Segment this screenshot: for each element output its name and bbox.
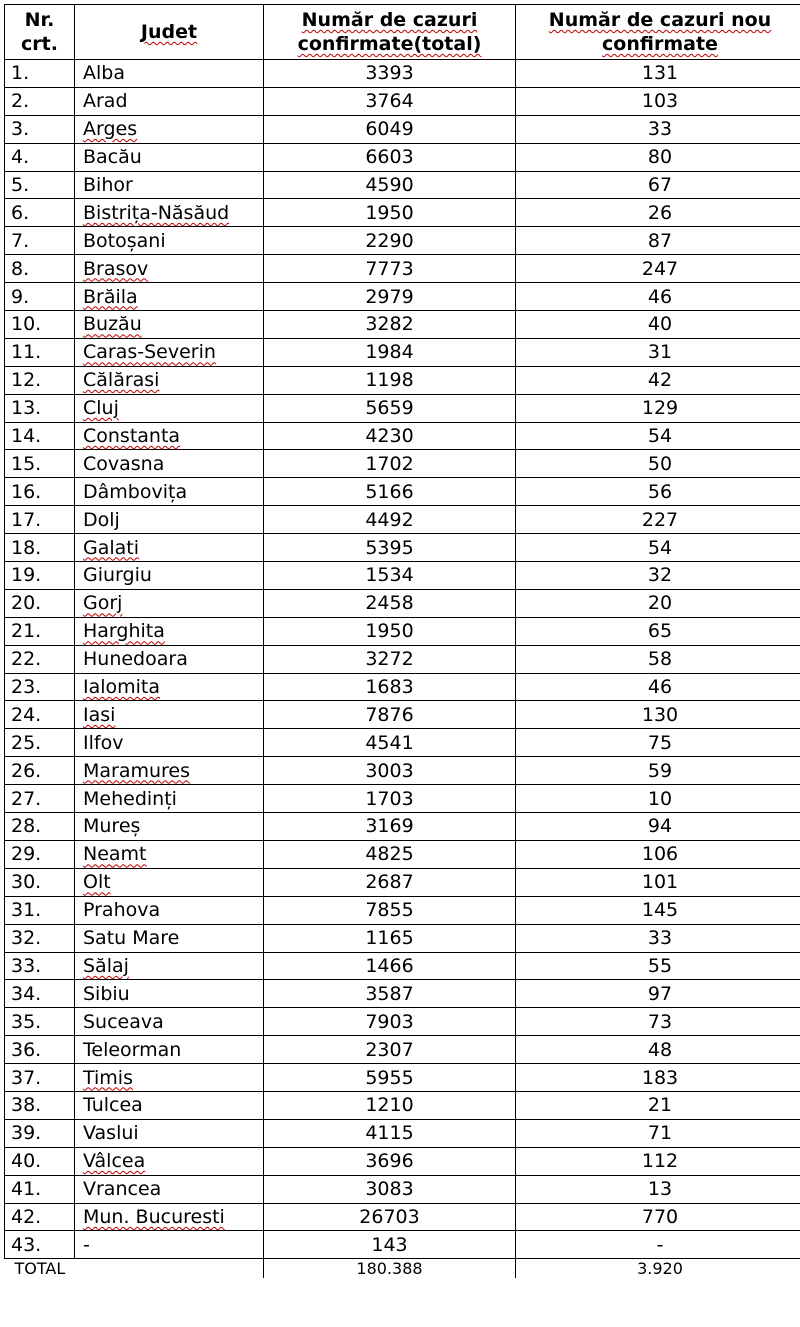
row-number: 25. [5, 729, 75, 757]
total-confirmed: 1950 [264, 617, 516, 645]
new-confirmed: 770 [516, 1203, 800, 1231]
county-name: Vaslui [75, 1119, 264, 1147]
total-confirmed: 7876 [264, 701, 516, 729]
county-name-text: Harghita [83, 620, 165, 643]
county-name: Arad [75, 87, 264, 115]
county-name: Satu Mare [75, 924, 264, 952]
row-number: 4. [5, 143, 75, 171]
row-number: 11. [5, 338, 75, 366]
row-number: 3. [5, 115, 75, 143]
county-name [75, 868, 264, 896]
row-number: 8. [5, 255, 75, 283]
new-confirmed: 32 [516, 562, 800, 590]
county-name [75, 1203, 264, 1231]
row-number: 12. [5, 366, 75, 394]
new-confirmed: 97 [516, 980, 800, 1008]
table-row [5, 701, 800, 729]
county-name [75, 1064, 264, 1092]
row-number: 33. [5, 952, 75, 980]
county-name-text: Olt [83, 871, 111, 894]
new-confirmed: 101 [516, 868, 800, 896]
new-confirmed: 40 [516, 311, 800, 339]
new-confirmed: 33 [516, 924, 800, 952]
new-confirmed: 55 [516, 952, 800, 980]
table-row [5, 1091, 800, 1119]
total-confirmed: 2687 [264, 868, 516, 896]
county-name-text: Buzău [83, 313, 142, 336]
row-number: 40. [5, 1147, 75, 1175]
county-name: - [75, 1231, 264, 1259]
row-number: 28. [5, 813, 75, 841]
row-number: 27. [5, 785, 75, 813]
table-row [5, 255, 800, 283]
county-name-text: Neamt [83, 843, 147, 866]
total-confirmed: 3169 [264, 813, 516, 841]
row-number: 29. [5, 840, 75, 868]
header-new-label: Număr de cazuri nou confirmate [548, 9, 772, 55]
county-name-text: Timis [83, 1066, 133, 1089]
county-name-text: Sălaj [83, 954, 129, 977]
table-footer [5, 1259, 800, 1279]
new-confirmed: 31 [516, 338, 800, 366]
row-number: 1. [5, 60, 75, 88]
row-number: 9. [5, 283, 75, 311]
row-number: 14. [5, 422, 75, 450]
county-name-text: Gorj [83, 592, 123, 615]
table-row [5, 868, 800, 896]
table-row [5, 813, 800, 841]
table-header [5, 5, 800, 60]
table-row [5, 1175, 800, 1203]
table-row [5, 366, 800, 394]
table-row [5, 1203, 800, 1231]
table-row [5, 338, 800, 366]
new-confirmed: 71 [516, 1119, 800, 1147]
total-confirmed: 1198 [264, 366, 516, 394]
total-confirmed: 1534 [264, 562, 516, 590]
total-confirmed: 4541 [264, 729, 516, 757]
table-row [5, 283, 800, 311]
new-confirmed: 48 [516, 1036, 800, 1064]
total-confirmed: 3696 [264, 1147, 516, 1175]
row-number: 21. [5, 617, 75, 645]
county-name [75, 422, 264, 450]
row-number: 7. [5, 227, 75, 255]
new-confirmed: 33 [516, 115, 800, 143]
county-name-text: Brasov [83, 257, 149, 280]
table-row [5, 1064, 800, 1092]
total-confirmed: 143 [264, 1231, 516, 1259]
table-row [5, 87, 800, 115]
new-confirmed: 65 [516, 617, 800, 645]
header-new-confirmed [516, 5, 800, 60]
new-confirmed: 131 [516, 60, 800, 88]
row-number: 2. [5, 87, 75, 115]
county-name [75, 701, 264, 729]
table-row [5, 617, 800, 645]
new-confirmed: 58 [516, 645, 800, 673]
new-confirmed: 67 [516, 171, 800, 199]
county-name [75, 840, 264, 868]
county-name: Mehedinți [75, 785, 264, 813]
new-confirmed: 56 [516, 478, 800, 506]
total-confirmed: 1683 [264, 673, 516, 701]
new-confirmed: 20 [516, 589, 800, 617]
table-row [5, 422, 800, 450]
table-row [5, 673, 800, 701]
row-number: 36. [5, 1036, 75, 1064]
county-name: Teleorman [75, 1036, 264, 1064]
county-name [75, 283, 264, 311]
county-name: Bihor [75, 171, 264, 199]
total-confirmed: 1165 [264, 924, 516, 952]
row-number: 30. [5, 868, 75, 896]
county-name: Dolj [75, 506, 264, 534]
row-number: 15. [5, 450, 75, 478]
table-row [5, 1147, 800, 1175]
table-row [5, 1119, 800, 1147]
total-confirmed: 5166 [264, 478, 516, 506]
row-number: 13. [5, 394, 75, 422]
new-confirmed: 10 [516, 785, 800, 813]
new-confirmed: 59 [516, 757, 800, 785]
total-confirmed: 7903 [264, 1008, 516, 1036]
county-name: Dâmbovița [75, 478, 264, 506]
total-confirmed: 1210 [264, 1091, 516, 1119]
county-name: Botoșani [75, 227, 264, 255]
new-confirmed: 183 [516, 1064, 800, 1092]
county-name [75, 366, 264, 394]
new-confirmed: 42 [516, 366, 800, 394]
new-confirmed: 46 [516, 673, 800, 701]
row-number: 43. [5, 1231, 75, 1259]
table-row [5, 534, 800, 562]
county-name [75, 255, 264, 283]
table-row [5, 478, 800, 506]
county-name [75, 394, 264, 422]
new-confirmed: 129 [516, 394, 800, 422]
county-name [75, 338, 264, 366]
total-confirmed: 2290 [264, 227, 516, 255]
county-name [75, 311, 264, 339]
total-confirmed: 1702 [264, 450, 516, 478]
new-confirmed: 21 [516, 1091, 800, 1119]
total-confirmed: 3003 [264, 757, 516, 785]
total-confirmed: 4115 [264, 1119, 516, 1147]
row-number: 22. [5, 645, 75, 673]
table-row [5, 171, 800, 199]
covid-cases-table [4, 4, 800, 1278]
new-confirmed: 103 [516, 87, 800, 115]
total-confirmed: 6049 [264, 115, 516, 143]
total-confirmed: 5659 [264, 394, 516, 422]
total-confirmed: 3272 [264, 645, 516, 673]
total-new-value: 3.920 [516, 1259, 800, 1279]
row-number: 31. [5, 896, 75, 924]
county-name: Ilfov [75, 729, 264, 757]
table-row [5, 311, 800, 339]
new-confirmed: 247 [516, 255, 800, 283]
new-confirmed: 130 [516, 701, 800, 729]
table-row [5, 952, 800, 980]
row-number: 41. [5, 1175, 75, 1203]
new-confirmed: 13 [516, 1175, 800, 1203]
table-row [5, 394, 800, 422]
total-confirmed: 7773 [264, 255, 516, 283]
row-number: 39. [5, 1119, 75, 1147]
row-number: 20. [5, 589, 75, 617]
total-confirmed: 6603 [264, 143, 516, 171]
new-confirmed: 80 [516, 143, 800, 171]
row-number: 37. [5, 1064, 75, 1092]
new-confirmed: 112 [516, 1147, 800, 1175]
total-confirmed-value: 180.388 [264, 1259, 516, 1279]
county-name [75, 199, 264, 227]
table-row [5, 645, 800, 673]
county-name [75, 1147, 264, 1175]
county-name: Alba [75, 60, 264, 88]
total-row [5, 1259, 800, 1279]
county-name [75, 589, 264, 617]
table-row [5, 840, 800, 868]
county-name: Covasna [75, 450, 264, 478]
county-name [75, 115, 264, 143]
new-confirmed: 106 [516, 840, 800, 868]
row-number: 23. [5, 673, 75, 701]
new-confirmed: 50 [516, 450, 800, 478]
total-confirmed: 2307 [264, 1036, 516, 1064]
table-row [5, 227, 800, 255]
table-row [5, 1231, 800, 1259]
county-name-text: Galati [83, 536, 140, 559]
table-row [5, 924, 800, 952]
county-name: Tulcea [75, 1091, 264, 1119]
header-nr-crt: Nr. crt. [5, 5, 75, 60]
total-confirmed: 4590 [264, 171, 516, 199]
header-county-label: Judet [140, 21, 198, 43]
total-confirmed: 2458 [264, 589, 516, 617]
table-row [5, 115, 800, 143]
header-total-confirmed [264, 5, 516, 60]
county-name [75, 952, 264, 980]
table-row [5, 60, 800, 88]
total-confirmed: 4825 [264, 840, 516, 868]
county-name: Suceava [75, 1008, 264, 1036]
new-confirmed: 145 [516, 896, 800, 924]
table-row [5, 450, 800, 478]
row-number: 32. [5, 924, 75, 952]
county-name: Mureș [75, 813, 264, 841]
total-confirmed: 5955 [264, 1064, 516, 1092]
row-number: 5. [5, 171, 75, 199]
total-confirmed: 3282 [264, 311, 516, 339]
row-number: 18. [5, 534, 75, 562]
county-name: Hunedoara [75, 645, 264, 673]
new-confirmed: - [516, 1231, 800, 1259]
table-row [5, 1008, 800, 1036]
total-confirmed: 3587 [264, 980, 516, 1008]
row-number: 38. [5, 1091, 75, 1119]
new-confirmed: 54 [516, 422, 800, 450]
county-name: Vrancea [75, 1175, 264, 1203]
table-row [5, 980, 800, 1008]
county-name-text: Călărasi [83, 369, 160, 392]
new-confirmed: 227 [516, 506, 800, 534]
county-name-text: Bistrița-Năsăud [83, 201, 230, 224]
county-name [75, 757, 264, 785]
total-label: TOTAL [5, 1259, 264, 1279]
county-name-text: Vâlcea [83, 1150, 146, 1173]
new-confirmed: 54 [516, 534, 800, 562]
row-number: 24. [5, 701, 75, 729]
county-name-text: Ialomita [83, 676, 161, 699]
new-confirmed: 94 [516, 813, 800, 841]
table-row [5, 143, 800, 171]
row-number: 19. [5, 562, 75, 590]
table-row [5, 589, 800, 617]
county-name: Bacău [75, 143, 264, 171]
county-name: Giurgiu [75, 562, 264, 590]
county-name [75, 617, 264, 645]
new-confirmed: 26 [516, 199, 800, 227]
table-row [5, 896, 800, 924]
row-number: 17. [5, 506, 75, 534]
county-name [75, 534, 264, 562]
county-name: Prahova [75, 896, 264, 924]
row-number: 42. [5, 1203, 75, 1231]
total-confirmed: 26703 [264, 1203, 516, 1231]
total-confirmed: 7855 [264, 896, 516, 924]
total-confirmed: 1984 [264, 338, 516, 366]
table-row [5, 757, 800, 785]
total-confirmed: 1950 [264, 199, 516, 227]
county-name-text: Maramures [83, 759, 191, 782]
row-number: 35. [5, 1008, 75, 1036]
row-number: 26. [5, 757, 75, 785]
table-row [5, 785, 800, 813]
row-number: 16. [5, 478, 75, 506]
new-confirmed: 75 [516, 729, 800, 757]
total-confirmed: 4230 [264, 422, 516, 450]
table-row [5, 506, 800, 534]
total-confirmed: 2979 [264, 283, 516, 311]
county-name-text: Mun. Bucuresti [83, 1205, 225, 1228]
county-name-text: Iasi [83, 703, 116, 726]
header-total-label: Număr de cazuri confirmate(total) [297, 9, 482, 55]
total-confirmed: 4492 [264, 506, 516, 534]
total-confirmed: 3764 [264, 87, 516, 115]
county-name-text: Caras-Severin [83, 341, 216, 364]
table-row [5, 1036, 800, 1064]
header-row [5, 5, 800, 60]
total-confirmed: 1703 [264, 785, 516, 813]
county-name-text: Constanta [83, 425, 181, 448]
new-confirmed: 73 [516, 1008, 800, 1036]
new-confirmed: 46 [516, 283, 800, 311]
county-name-text: Cluj [83, 397, 119, 420]
total-confirmed: 1466 [264, 952, 516, 980]
table-row [5, 562, 800, 590]
county-name: Sibiu [75, 980, 264, 1008]
county-name-text: Arges [83, 118, 138, 141]
total-confirmed: 3393 [264, 60, 516, 88]
row-number: 10. [5, 311, 75, 339]
table-row [5, 199, 800, 227]
row-number: 34. [5, 980, 75, 1008]
total-confirmed: 5395 [264, 534, 516, 562]
row-number: 6. [5, 199, 75, 227]
table-row [5, 729, 800, 757]
table-body [5, 60, 800, 1259]
county-name-text: Brăila [83, 285, 138, 308]
county-name [75, 673, 264, 701]
total-confirmed: 3083 [264, 1175, 516, 1203]
new-confirmed: 87 [516, 227, 800, 255]
header-county [75, 5, 264, 60]
